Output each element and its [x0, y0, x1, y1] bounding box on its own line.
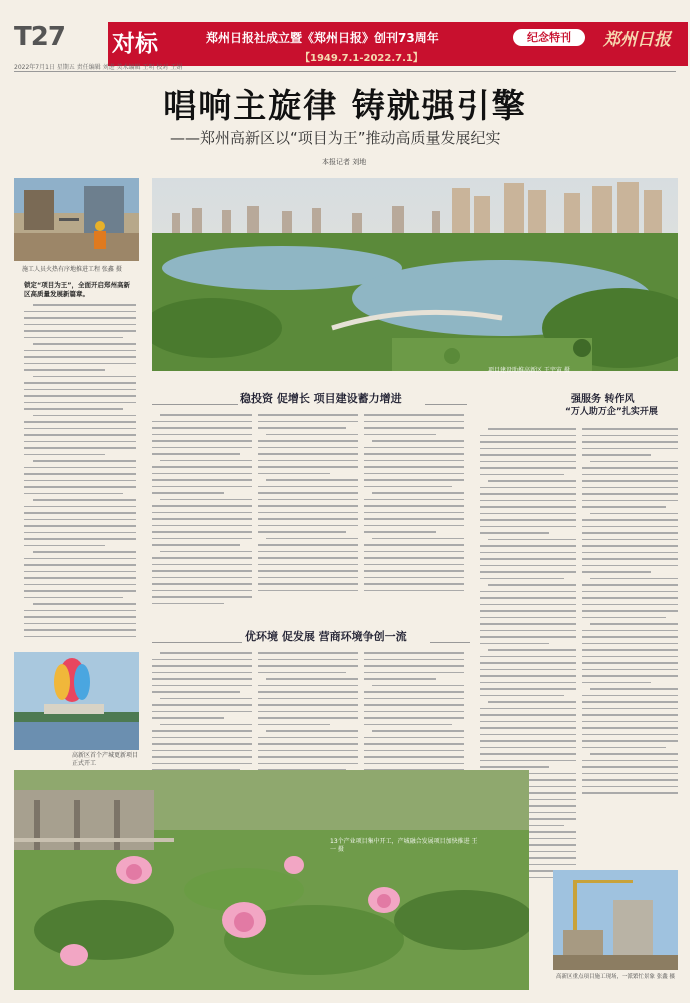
anniversary-text: 郑州日报社成立暨《郑州日报》创刊73周年 — [206, 31, 439, 45]
section-rule — [425, 404, 467, 405]
groundbreaking-photo — [14, 652, 139, 750]
dateline: 2022年7月1日 星期五 责任编辑 刘进 美术编辑 王明 校对 王娟 — [14, 64, 183, 71]
section-rule — [430, 642, 470, 643]
photo-caption: 项目建设助推高新区 王宇宙 摄 — [488, 367, 570, 374]
mid-column-2 — [258, 414, 358, 624]
byline: 本报记者 刘地 — [322, 158, 367, 166]
photo-caption: 施工人员火热有序地推进工程 张鑫 摄 — [22, 266, 122, 273]
special-issue-badge: 纪念特刊 — [513, 29, 585, 46]
section-subheading-service: “万人助万企”扎实开展 — [565, 407, 658, 417]
lotus-pond-photo — [14, 770, 529, 990]
construction-site-photo — [553, 870, 678, 970]
header-divider — [14, 71, 676, 72]
section-rule — [152, 642, 242, 643]
mid-column-3 — [364, 414, 464, 624]
newspaper-logo: 郑州日报 — [603, 30, 671, 50]
section-heading-investment: 稳投资 促增长 项目建设蓄力增进 — [240, 392, 402, 405]
section-heading-service: 强服务 转作风 — [571, 394, 635, 405]
page-number: T27 — [14, 22, 65, 52]
section-title: 对标 — [112, 31, 158, 57]
photo-caption: 13个产业项目集中开工，产城融合发展项目加快推进 王一 摄 — [330, 838, 478, 853]
photo-caption: 高新区重点项目施工现场，一派繁忙景象 张鑫 摄 — [556, 974, 675, 980]
anniversary-years: 【1949.7.1-2022.7.1】 — [300, 53, 423, 64]
right-column-2 — [582, 428, 678, 868]
main-landscape-photo — [152, 178, 678, 371]
section-rule — [152, 404, 238, 405]
headline: 唱响主旋律 铸就强引擎 — [163, 86, 527, 125]
photo-caption: 高新区首个产城更新项目正式开工 — [72, 752, 139, 767]
lead-paragraph: 锁定“项目为王”，全面开启郑州高新区高质量发展新篇章。 — [24, 281, 131, 298]
mid-column-1 — [152, 414, 252, 624]
left-column-text — [24, 304, 136, 654]
subheadline: ——郑州高新区以“项目为王”推动高质量发展纪实 — [170, 129, 501, 147]
construction-photo — [14, 178, 139, 261]
section-heading-environment: 优环境 促发展 营商环境争创一流 — [245, 630, 407, 643]
